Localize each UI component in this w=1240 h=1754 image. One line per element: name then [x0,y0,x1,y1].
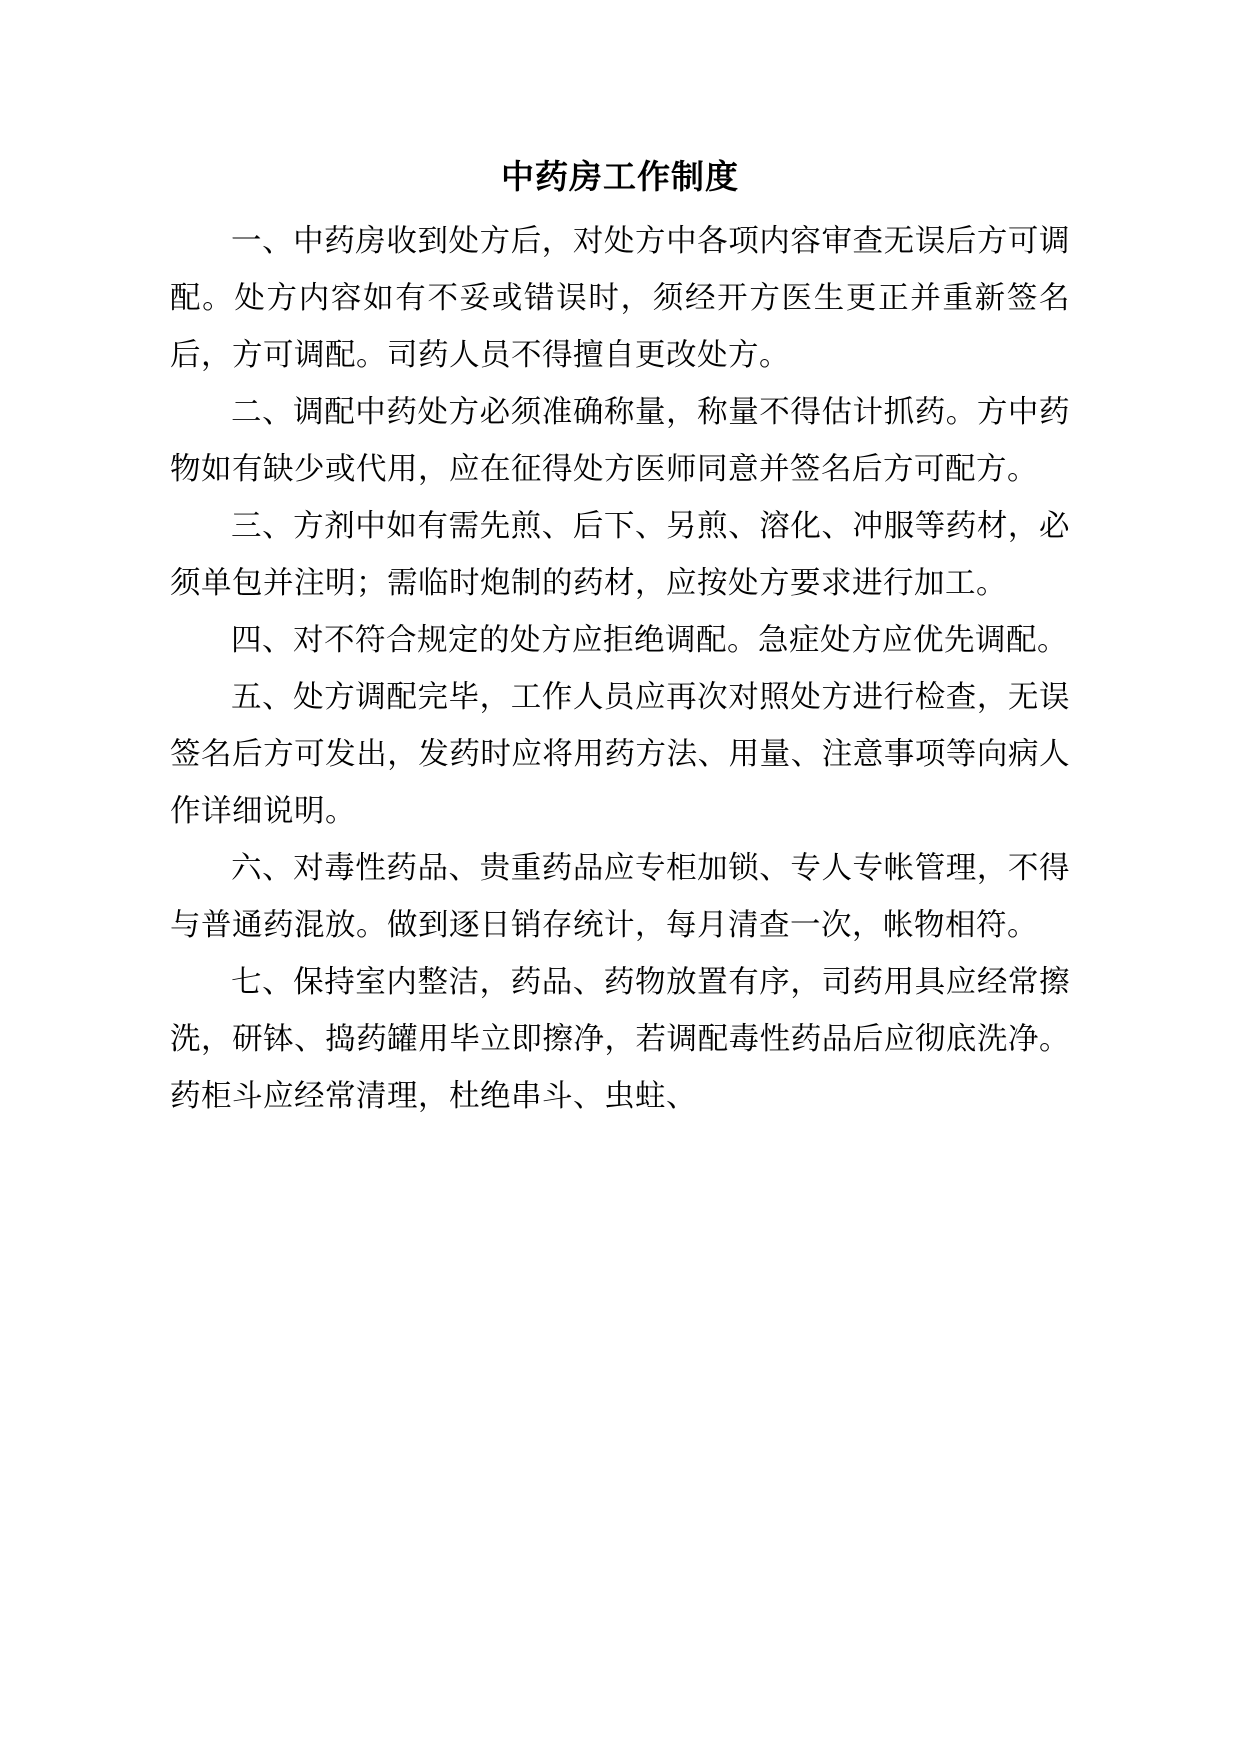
paragraph: 三、方剂中如有需先煎、后下、另煎、溶化、冲服等药材，必须单包并注明；需临时炮制的药材，应按处方要求进行加工。 [170,509,1070,600]
paragraph: 四、对不符合规定的处方应拒绝调配。急症处方应优先调配。 [231,623,1068,657]
paragraph: 二、调配中药处方必须准确称量，称量不得估计抓药。方中药物如有缺少或代用，应在征得处方医师同意并签名后方可配方。 [170,395,1070,486]
paragraph: 七、保持室内整洁，药品、药物放置有序，司药用具应经常擦洗，研钵、捣药罐用毕立即擦净，若调配毒性药品后应彻底洗净。药柜斗应经常清理，杜绝串斗、虫蛀、 [170,965,1070,1113]
paragraph: 六、对毒性药品、贵重药品应专柜加锁、专人专帐管理，不得与普通药混放。做到逐日销存统计，每月清查一次，帐物相符。 [170,851,1070,942]
paragraph: 五、处方调配完毕，工作人员应再次对照处方进行检查，无误签名后方可发出，发药时应将用药方法、用量、注意事项等向病人作详细说明。 [170,680,1070,828]
page-title: 中药房工作制度 [501,158,739,195]
paragraph: 一、中药房收到处方后，对处方中各项内容审查无误后方可调配。处方内容如有不妥或错误时，须经开方医生更正并重新签名后，方可调配。司药人员不得擅自更改处方。 [170,224,1070,372]
document-body [170,213,1070,1125]
